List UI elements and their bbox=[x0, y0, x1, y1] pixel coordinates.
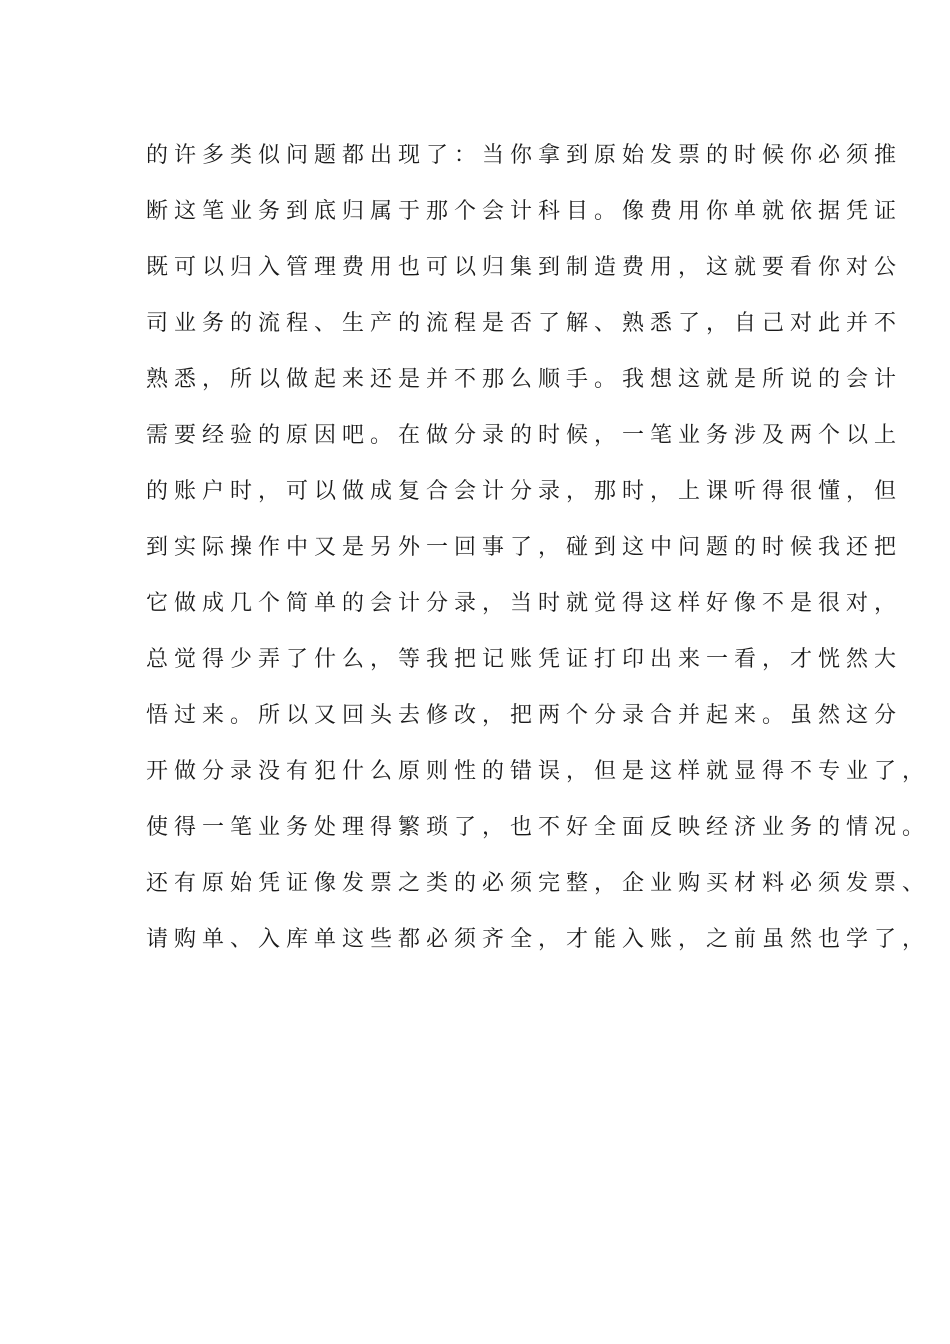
text-line-5: 熟悉，所以做起来还是并不那么顺手。我想这就是所说的会计 bbox=[146, 367, 903, 392]
text-line-1: 的许多类似问题都出现了：当你拿到原始发票的时候你必须推 bbox=[146, 143, 903, 168]
text-line-6: 需要经验的原因吧。在做分录的时候，一笔业务涉及两个以上 bbox=[146, 423, 903, 448]
text-line-13: 使得一笔业务处理得繁琐了，也不好全面反映经济业务的情况。 bbox=[146, 815, 931, 840]
text-line-10: 总觉得少弄了什么，等我把记账凭证打印出来一看，才恍然大 bbox=[146, 647, 903, 672]
text-line-15: 请购单、入库单这些都必须齐全，才能入账，之前虽然也学了， bbox=[146, 927, 931, 952]
text-line-4: 司业务的流程、生产的流程是否了解、熟悉了，自己对此并不 bbox=[146, 311, 903, 336]
text-line-3: 既可以归入管理费用也可以归集到制造费用，这就要看你对公 bbox=[146, 255, 903, 280]
body-paragraph bbox=[146, 128, 931, 968]
text-line-2: 断这笔业务到底归属于那个会计科目。像费用你单就依据凭证 bbox=[146, 199, 903, 224]
text-line-11: 悟过来。所以又回头去修改，把两个分录合并起来。虽然这分 bbox=[146, 703, 903, 728]
text-line-14: 还有原始凭证像发票之类的必须完整，企业购买材料必须发票、 bbox=[146, 871, 931, 896]
text-line-7: 的账户时，可以做成复合会计分录，那时，上课听得很懂，但 bbox=[146, 479, 903, 504]
text-line-8: 到实际操作中又是另外一回事了，碰到这中问题的时候我还把 bbox=[146, 535, 903, 560]
text-line-12: 开做分录没有犯什么原则性的错误，但是这样就显得不专业了， bbox=[146, 759, 931, 784]
text-line-9: 它做成几个简单的会计分录，当时就觉得这样好像不是很对， bbox=[146, 591, 903, 616]
